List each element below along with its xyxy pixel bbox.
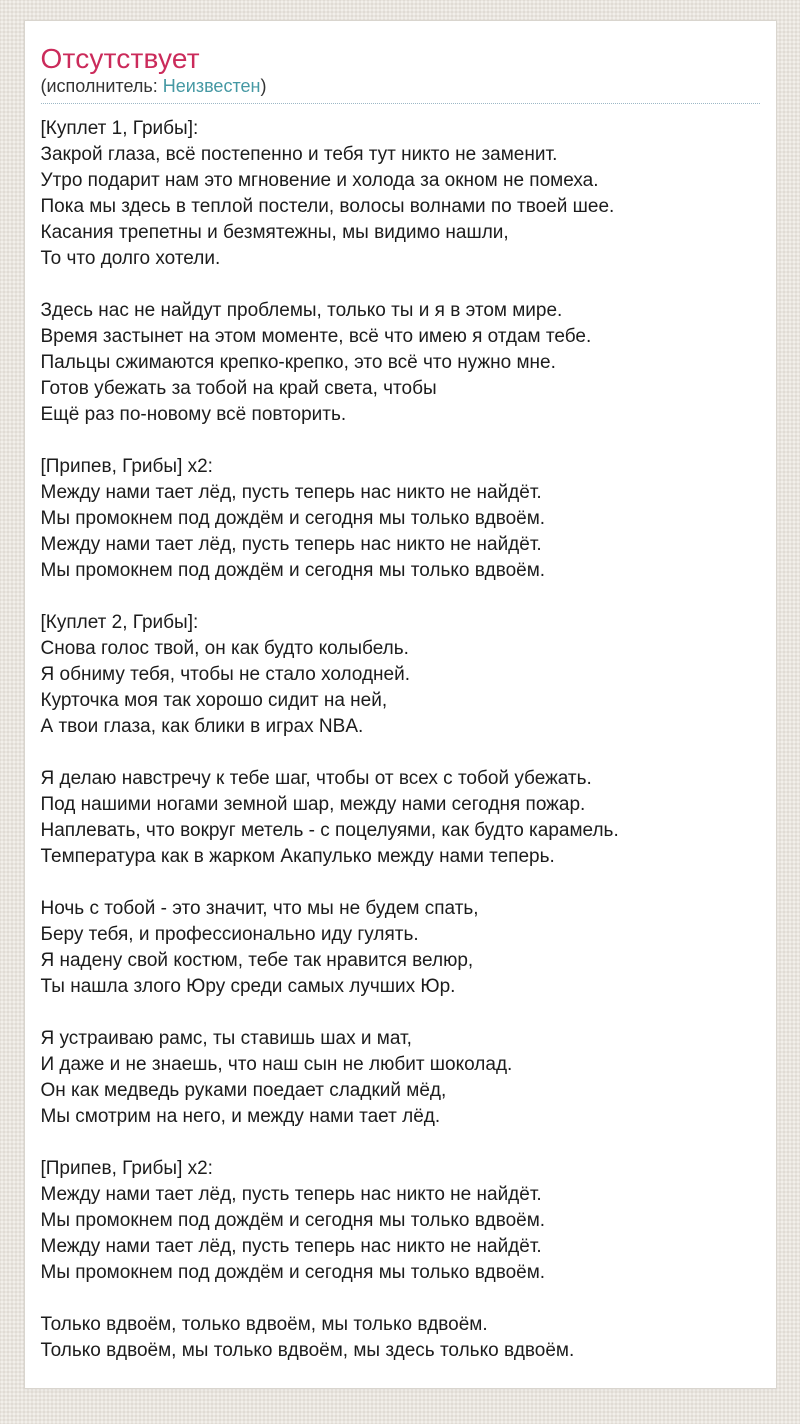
lyrics-card [24,20,777,1389]
lyrics-line: Только вдвоём, мы только вдвоём, мы здесь только вдвоём. [40,1340,575,1361]
lyrics-line: Пока мы здесь в теплой постели, волосы волнами по твоей шее. [40,196,615,217]
lyrics-line: Между нами тает лёд, пусть теперь нас никто не найдёт. [40,482,542,503]
lyrics-line: Он как медведь руками поедает сладкий мёд, [40,1080,447,1101]
stanza [41,1156,760,1286]
lyrics-line: Закрой глаза, всё постепенно и тебя тут никто не заменит. [40,144,558,165]
lyrics-line: Утро подарит нам это мгновение и холода за окном не помеха. [40,170,599,191]
lyrics-line: Мы смотрим на него, и между нами тает лёд. [40,1106,441,1127]
lyrics-line: Под нашими ногами земной шар, между нами сегодня пожар. [40,794,586,815]
lyrics-line: Я надену свой костюм, тебе так нравится велюр, [40,950,474,971]
lyrics-line: Температура как в жарком Акапулько между нами теперь. [40,846,555,867]
lyrics-line: Я обниму тебя, чтобы не стало холодней. [40,664,410,685]
song-header [41,42,760,104]
lyrics-line: Мы промокнем под дождём и сегодня мы только вдвоём. [40,508,546,529]
lyrics-line: [Куплет 2, Грибы]: [40,612,199,633]
lyrics-text [41,116,760,1364]
lyrics-line: Я устраиваю рамс, ты ставишь шах и мат, [40,1028,412,1049]
lyrics-line: Мы промокнем под дождём и сегодня мы только вдвоём. [40,1262,546,1283]
stanza [41,766,760,870]
lyrics-line: Ты нашла злого Юру среди самых лучших Юр. [40,976,456,997]
stanza [41,610,760,740]
lyrics-line: Беру тебя, и профессионально иду гулять. [40,924,419,945]
lyrics-line: Наплевать, что вокруг метель - с поцелуями, как будто карамель. [40,820,619,841]
lyrics-line: Между нами тает лёд, пусть теперь нас никто не найдёт. [40,534,542,555]
lyrics-line: Здесь нас не найдут проблемы, только ты и я в этом мире. [40,300,563,321]
stanza [41,116,760,272]
lyrics-line: Курточка моя так хорошо сидит на ней, [40,690,388,711]
lyrics-line: Ночь с тобой - это значит, что мы не будем спать, [40,898,479,919]
lyrics-line: Снова голос твой, он как будто колыбель. [40,638,409,659]
artist-label-suffix: ) [260,76,267,96]
stanza [41,454,760,584]
lyrics-line: Между нами тает лёд, пусть теперь нас никто не найдёт. [40,1184,542,1205]
lyrics-line: Готов убежать за тобой на край света, чтобы [40,378,437,399]
lyrics-line: То что долго хотели. [40,248,221,269]
stanza [41,1312,760,1364]
stanza [41,896,760,1000]
lyrics-line: Между нами тает лёд, пусть теперь нас никто не найдёт. [40,1236,542,1257]
artist-link[interactable]: Неизвестен [162,76,261,96]
stanza [41,1026,760,1130]
lyrics-line: Пальцы сжимаются крепко-крепко, это всё что нужно мне. [40,352,556,373]
lyrics-line: Время застынет на этом моменте, всё что имею я отдам тебе. [40,326,592,347]
lyrics-line: Касания трепетны и безмятежны, мы видимо нашли, [40,222,509,243]
lyrics-line: И даже и не знаешь, что наш сын не любит шоколад. [40,1054,513,1075]
artist-label-prefix: (исполнитель: [40,76,163,96]
stanza [41,298,760,428]
lyrics-line: Я делаю навстречу к тебе шаг, чтобы от всех с тобой убежать. [40,768,592,789]
lyrics-line: Мы промокнем под дождём и сегодня мы только вдвоём. [40,1210,546,1231]
lyrics-line: Мы промокнем под дождём и сегодня мы только вдвоём. [40,560,546,581]
lyrics-line: [Куплет 1, Грибы]: [40,118,199,139]
artist-line [41,75,760,104]
song-title: Отсутствует [40,43,200,74]
lyrics-line: Только вдвоём, только вдвоём, мы только вдвоём. [40,1314,488,1335]
lyrics-line: [Припев, Грибы] x2: [40,1158,213,1179]
lyrics-line: [Припев, Грибы] x2: [40,456,213,477]
lyrics-line: А твои глаза, как блики в играх NBA. [40,716,364,737]
lyrics-line: Ещё раз по-новому всё повторить. [40,404,347,425]
